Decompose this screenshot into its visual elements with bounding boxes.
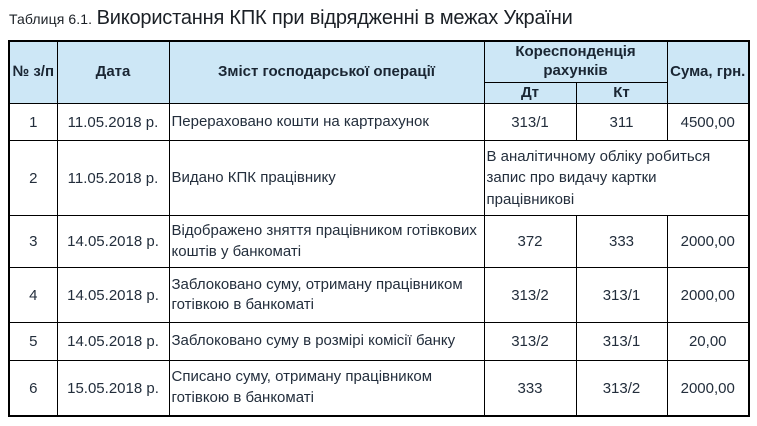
header-sum: Сума, грн. [667,41,749,104]
cell-operation: Відображено зняття працівником готівкових коштів у банкоматі [169,216,484,268]
cell-num: 3 [9,216,57,268]
cell-date: 15.05.2018 р. [57,361,169,416]
table-caption-title: Використання КПК при відрядженні в межах України [96,7,573,29]
cell-num: 6 [9,361,57,416]
header-row-top [9,41,749,82]
cell-credit: 313/1 [576,268,667,323]
cell-sum: 2000,00 [667,268,749,323]
table-header [9,41,749,104]
header-operation: Зміст господарської операції [169,41,484,104]
cell-operation: Списано суму, отриману працівником готівкою в банкоматі [169,361,484,416]
cell-date: 14.05.2018 р. [57,216,169,268]
cell-credit: 333 [576,216,667,268]
cell-num: 1 [9,104,57,141]
table-row [9,323,749,361]
cell-operation: Заблоковано суму, отриману працівником готівкою в банкоматі [169,268,484,323]
table-caption [9,7,757,30]
table-row [9,361,749,416]
table-body [9,104,749,416]
header-num: № з/п [9,41,57,104]
cell-sum: 2000,00 [667,216,749,268]
cell-sum: 20,00 [667,323,749,361]
cell-debit: 313/2 [484,268,576,323]
header-debit: Дт [484,82,576,104]
cell-operation: Видано КПК працівнику [169,141,484,216]
cell-sum: 2000,00 [667,361,749,416]
accounting-table [8,40,750,417]
cell-credit: 313/1 [576,323,667,361]
cell-debit: 313/2 [484,323,576,361]
cell-date: 11.05.2018 р. [57,141,169,216]
table-row [9,141,749,216]
cell-credit: 313/2 [576,361,667,416]
cell-sum: 4500,00 [667,104,749,141]
cell-analytics-note: В аналітичному обліку робиться запис про видачу картки працівникові [484,141,749,216]
header-credit: Кт [576,82,667,104]
table-row [9,104,749,141]
table-row [9,268,749,323]
header-date: Дата [57,41,169,104]
cell-operation: Заблоковано суму в розмірі комісії банку [169,323,484,361]
cell-num: 4 [9,268,57,323]
header-correspondence: Кореспонденція рахунків [484,41,667,82]
cell-credit: 311 [576,104,667,141]
cell-num: 2 [9,141,57,216]
cell-date: 11.05.2018 р. [57,104,169,141]
table-caption-number: Таблиця 6.1. [9,11,93,27]
cell-date: 14.05.2018 р. [57,268,169,323]
cell-debit: 372 [484,216,576,268]
cell-debit: 313/1 [484,104,576,141]
cell-date: 14.05.2018 р. [57,323,169,361]
cell-debit: 333 [484,361,576,416]
table-row [9,216,749,268]
cell-num: 5 [9,323,57,361]
cell-operation: Перераховано кошти на картрахунок [169,104,484,141]
